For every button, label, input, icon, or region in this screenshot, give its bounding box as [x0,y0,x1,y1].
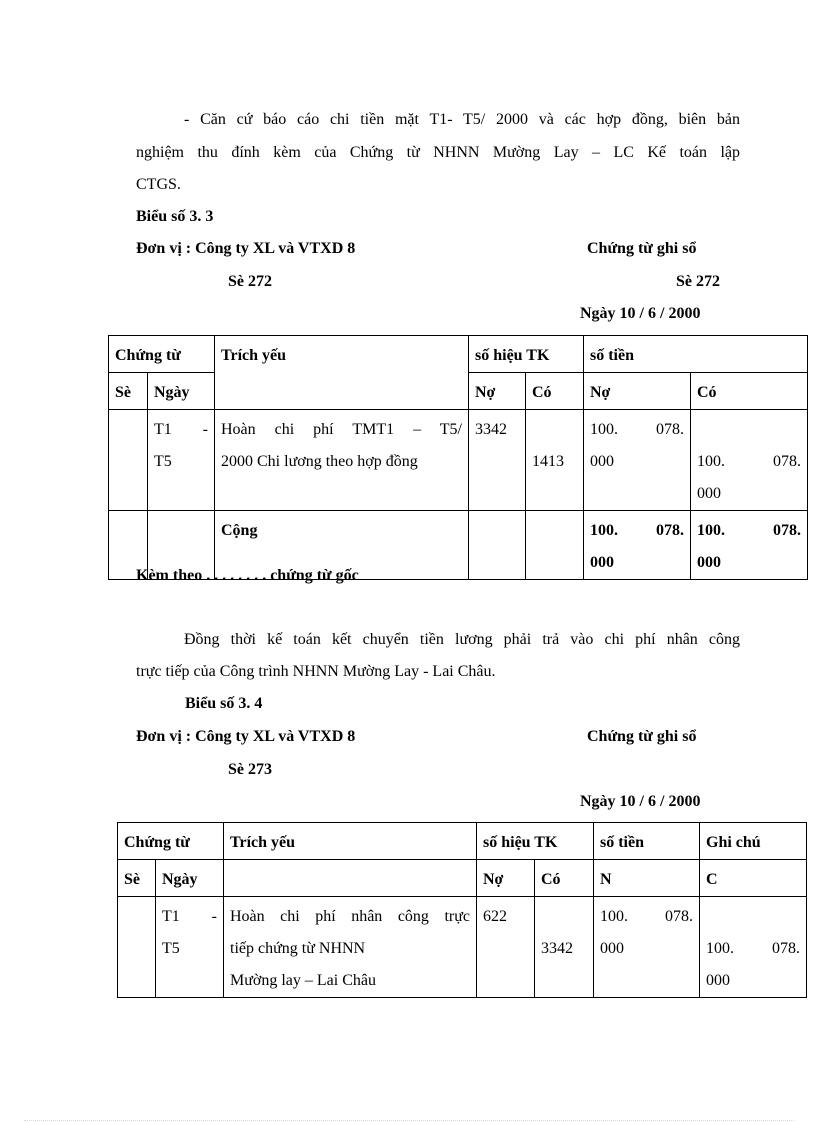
header-no: Nợ [477,860,535,897]
header-so-tien: số tiền [584,336,808,373]
ngay-to: T5 [154,453,172,470]
tien-no-c: 000 [590,453,614,470]
tien-n-b: 078. [665,908,693,925]
tien-no-a: 100. [590,421,618,438]
header-trich-yeu: Trích yếu [215,336,469,410]
tien-n-c: 000 [600,940,624,957]
form2-date: Ngày 10 / 6 / 2000 [580,793,701,810]
tk-no: 622 [477,897,535,998]
form1-number-left: Sè 272 [228,273,272,290]
trich-yeu-line2: 2000 Chi lương theo hợp đồng [221,453,418,470]
total-no-a: 100. [590,522,618,539]
total-co-a: 100. [697,522,725,539]
tien-c-c: 000 [706,972,730,989]
tien-n-a: 100. [600,908,628,925]
header-tien-co: Có [691,373,808,410]
tien-co-c: 000 [697,485,721,502]
header-co: Có [535,860,594,897]
ngay-from: T1 [154,421,172,438]
form1-label: Biểu số 3. 3 [136,208,214,225]
header-ngay: Ngày [156,860,224,897]
tien-c-b: 078. [772,940,800,957]
form1-attached: Kèm theo . . . . . . . . chứng từ gốc [136,567,359,584]
header-ngay: Ngày [148,373,215,410]
total-no-c: 000 [590,554,614,571]
form2-table [117,822,807,998]
header-c: C [700,860,807,897]
table-row [109,410,808,511]
header-so-hieu-tk: số hiệu TK [477,823,594,860]
form1-title: Chứng từ ghi sổ [587,240,697,257]
header-chung-tu: Chứng từ [109,336,215,373]
tien-co-a: 100. [697,453,725,470]
form2-number-left: Sè 273 [228,761,272,778]
header-se: Sè [118,860,156,897]
form1-table [108,335,808,580]
header-tien-no: Nợ [584,373,691,410]
table-row [118,897,807,998]
ngay-dash: - [202,421,208,438]
total-co-c: 000 [697,554,721,571]
total-no-b: 078. [656,522,684,539]
page-bottom-divider [24,1120,794,1121]
tien-c-a: 100. [706,940,734,957]
form1-unit: Đơn vị : Công ty XL và VTXD 8 [136,240,356,257]
tien-co-b: 078. [773,453,801,470]
header-co: Có [526,373,584,410]
ngay-from: T1 [162,908,180,925]
form1-number-right: Sè 272 [676,273,720,290]
header-no: Nợ [469,373,526,410]
para1-line1: - Căn cứ báo cáo chi tiền mặt T1- T5/ 2000 và các hợp đồng, biên bản [184,111,740,128]
para2-line1: Đồng thời kế toán kết chuyển tiền lương phải trả vào chi phí nhân công [184,631,740,648]
form2-label: Biểu số 3. 4 [185,695,263,712]
trich-yeu-line2: tiếp chứng từ NHNN [230,940,366,957]
trich-yeu-line1: Hoàn chi phí TMT1 – T5/ [221,421,462,438]
header-trich-yeu: Trích yếu [224,823,477,860]
tk-co: 3342 [541,940,573,957]
form1-date: Ngày 10 / 6 / 2000 [580,305,701,322]
header-chung-tu: Chứng từ [118,823,224,860]
tk-co: 1413 [532,453,564,470]
header-ghi-chu: Ghi chú [700,823,807,860]
para1-line2: nghiệm thu đính kèm của Chứng từ NHNN Mường Lay – LC Kế toán lập [136,144,740,161]
para2-line2: trực tiếp của Công trình NHNN Mường Lay - Lai Châu. [136,663,496,680]
header-so-tien: số tiền [594,823,700,860]
form2-title: Chứng từ ghi sổ [587,728,697,745]
header-se: Sè [109,373,148,410]
trich-yeu-line1: Hoàn chi phí nhân công trực [230,908,470,925]
form2-unit: Đơn vị : Công ty XL và VTXD 8 [136,728,356,745]
ngay-dash: - [211,908,217,925]
tk-no: 3342 [469,410,526,511]
ngay-to: T5 [162,940,180,957]
total-label: Cộng [215,511,469,580]
header-n: N [594,860,700,897]
header-so-hieu-tk: số hiệu TK [469,336,584,373]
total-co-b: 078. [773,522,801,539]
para1-line3: CTGS. [136,176,181,193]
trich-yeu-line3: Mường lay – Lai Châu [230,972,376,989]
tien-no-b: 078. [656,421,684,438]
